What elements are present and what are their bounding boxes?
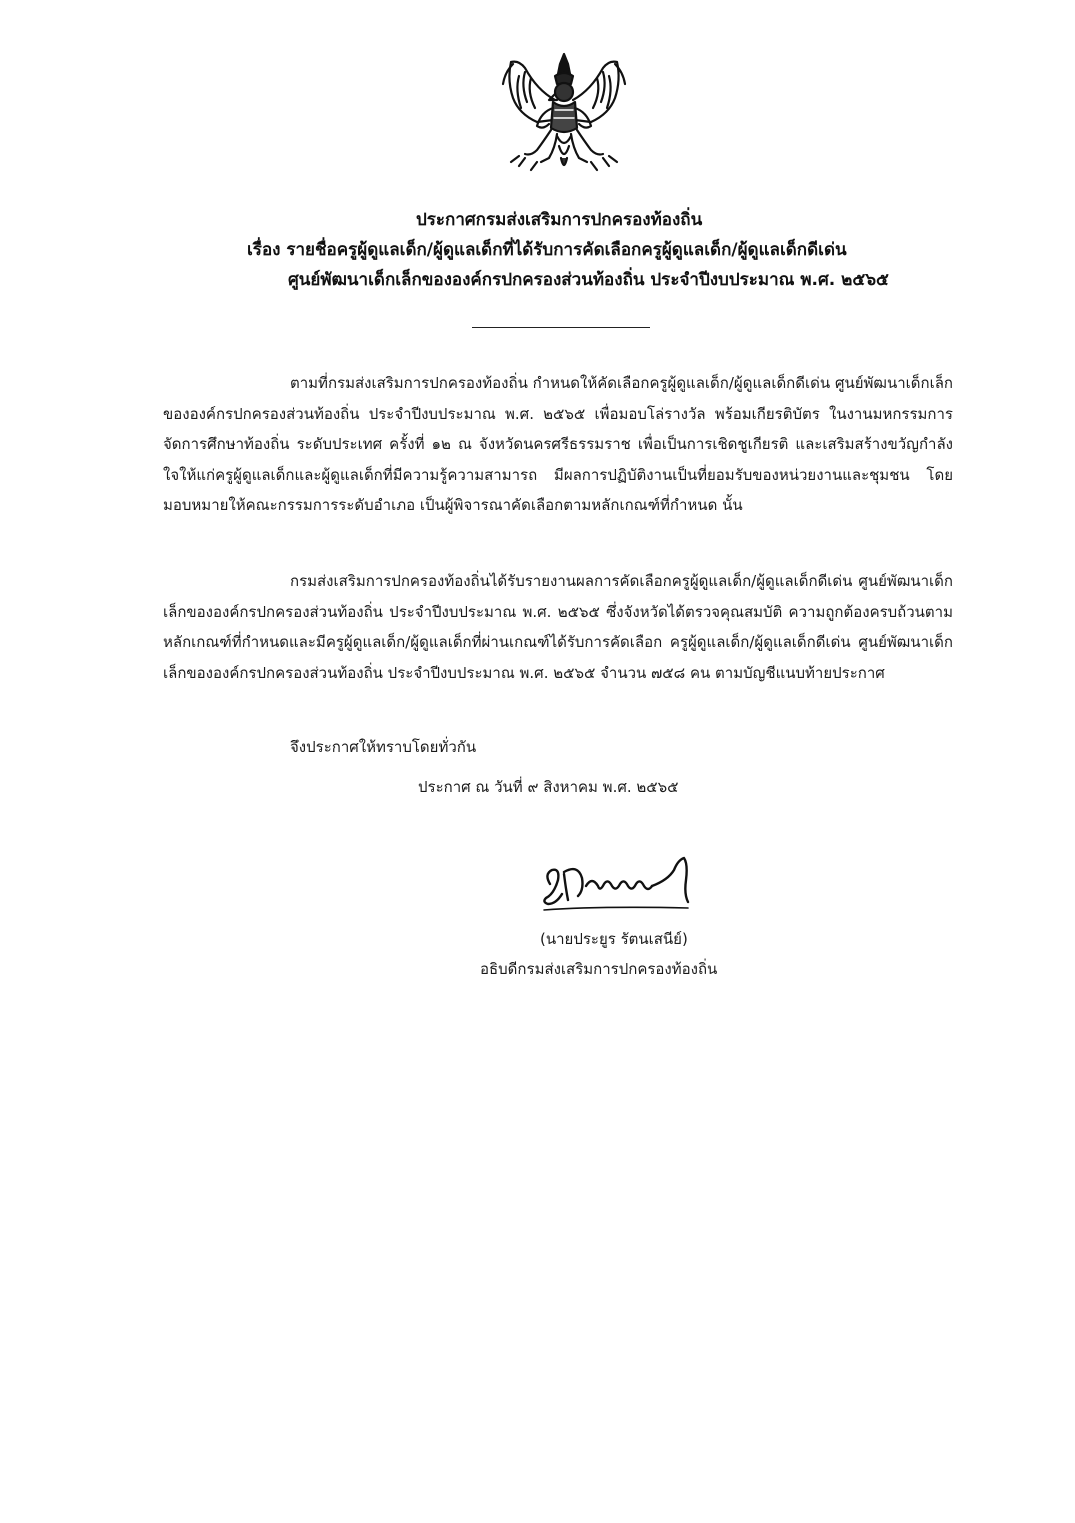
announcement-date: ประกาศ ณ วันที่ ๙ สิงหาคม พ.ศ. ๒๕๖๕ xyxy=(418,778,679,796)
title-divider xyxy=(472,327,650,328)
signer-name: (นายประยูร รัตนเสนีย์) xyxy=(540,930,688,948)
signer-title: อธิบดีกรมส่งเสริมการปกครองท้องถิ่น xyxy=(480,960,718,978)
garuda-emblem-icon xyxy=(497,50,631,180)
body-paragraph-2: กรมส่งเสริมการปกครองท้องถิ่นได้รับรายงานผลการคัดเลือกครูผู้ดูแลเด็ก/ผู้ดูแลเด็กดีเด่น ศูนย์พัฒนาเด็กเล็กขององค์กรปกครองส่วนท้องถิ่น ประจำปีงบประมาณ พ.ศ. ๒๕๖๕ ซึ่งจังหวัดได้ตรวจคุณสมบัติ ความถูกต้องครบถ้วนตามหลักเกณฑ์ที่กำหนดและมีครูผู้ดูแลเด็ก/ผู้ดูแลเด็กที่ผ่านเกณฑ์ได้รับการคัดเลือก ครูผู้ดูแลเด็ก/ผู้ดูแลเด็กดีเด่น ศูนย์พัฒนาเด็กเล็กขององค์กรปกครองส่วนท้องถิ่น ประจำปีงบประมาณ พ.ศ. ๒๕๖๕ จำนวน ๗๕๘ คน ตามบัญชีแนบท้ายประกาศ xyxy=(163,572,953,682)
document-subject-continued: ศูนย์พัฒนาเด็กเล็กขององค์กรปกครองส่วนท้องถิ่น ประจำปีงบประมาณ พ.ศ. ๒๕๖๕ xyxy=(288,270,889,290)
handwritten-signature xyxy=(538,850,713,918)
document-title: ประกาศกรมส่งเสริมการปกครองท้องถิ่น xyxy=(416,210,703,230)
body-paragraph-1: ตามที่กรมส่งเสริมการปกครองท้องถิ่น กำหนดให้คัดเลือกครูผู้ดูแลเด็ก/ผู้ดูแลเด็กดีเด่น ศูนย์พัฒนาเด็กเล็กขององค์กรปกครองส่วนท้องถิ่น ประจำปีงบประมาณ พ.ศ. ๒๕๖๕ เพื่อมอบโล่รางวัล พร้อมเกียรติบัตร ในงานมหกรรมการจัดการศึกษาท้องถิ่น ระดับประเทศ ครั้งที่ ๑๒ ณ จังหวัดนครศรีธรรมราช เพื่อเป็นการเชิดชูเกียรติ และเสริมสร้างขวัญกำลังใจให้แก่ครูผู้ดูแลเด็กและผู้ดูแลเด็กที่มีความรู้ความสามารถ มีผลการปฏิบัติงานเป็นที่ยอมรับของหน่วยงานและชุมชน โดยมอบหมายให้คณะกรรมการระดับอำเภอ เป็นผู้พิจารณาคัดเลือกตามหลักเกณฑ์ที่กำหนด นั้น xyxy=(163,374,953,514)
document-subject: เรื่อง รายชื่อครูผู้ดูแลเด็ก/ผู้ดูแลเด็กที่ได้รับการคัดเลือกครูผู้ดูแลเด็ก/ผู้ดูแลเด็กดีเด่น xyxy=(247,240,847,260)
announcement-line: จึงประกาศให้ทราบโดยทั่วกัน xyxy=(290,738,477,756)
